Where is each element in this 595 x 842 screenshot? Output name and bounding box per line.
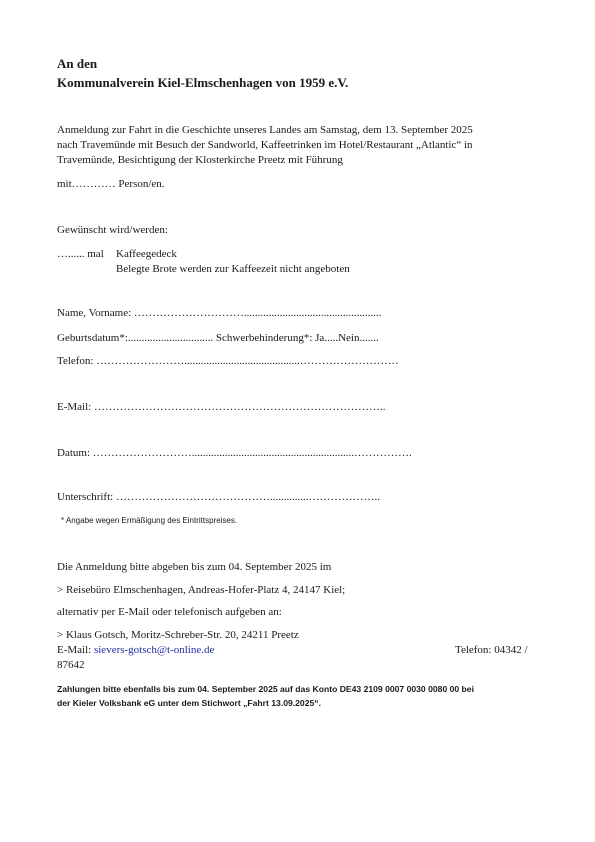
birthdate-disability-field[interactable]: Geburtsdatum*:............................... Schwerbehinderung*: Ja.....Nein.......	[57, 332, 379, 344]
wish-quantity-field[interactable]: …...... mal	[57, 248, 104, 260]
payment-line-2: der Kieler Volksbank eG unter dem Stichwort „Fahrt 13.09.2025“.	[57, 698, 321, 708]
contact-address: > Klaus Gotsch, Moritz-Schreber-Str. 20, 24211 Preetz	[57, 629, 299, 641]
intro-line-3: Travemünde, Besichtigung der Klosterkirche Preetz mit Führung	[57, 154, 343, 166]
intro-line-1: Anmeldung zur Fahrt in die Geschichte unseres Landes am Samstag, dem 13. September 2025	[57, 124, 473, 136]
email-link[interactable]: sievers-gotsch@t-online.de	[93, 644, 215, 656]
email-label: E-Mail:	[57, 644, 94, 656]
footnote: * Angabe wegen Ermäßigung des Eintrittspreises.	[61, 516, 238, 525]
email-field[interactable]: E-Mail: ……………………………………………………………………..	[57, 401, 386, 413]
wish-item-coffee: Kaffeegedeck	[116, 248, 177, 260]
alternative-text: alternativ per E-Mail oder telefonisch aufgeben an:	[57, 606, 282, 618]
contact-email-line	[57, 644, 214, 656]
recipient-line-2: Kommunalverein Kiel-Elmschenhagen von 1959 e.V.	[57, 75, 349, 90]
intro-line-2: nach Travemünde mit Besuch der Sandworld, Kaffeetrinken im Hotel/Restaurant „Atlantic“ in	[57, 139, 473, 151]
contact-phone: Telefon: 04342 /	[455, 644, 528, 656]
wish-item-note: Belegte Brote werden zur Kaffeezeit nicht angeboten	[116, 263, 350, 275]
name-field[interactable]: Name, Vorname: …………………………..................................................	[57, 307, 382, 319]
wish-title: Gewünscht wird/werden:	[57, 224, 168, 236]
payment-line-1: Zahlungen bitte ebenfalls bis zum 04. September 2025 auf das Konto DE43 2109 0007 0030 0080 00 bei	[57, 684, 474, 694]
deadline-text: Die Anmeldung bitte abgeben bis zum 04. September 2025 im	[57, 561, 332, 573]
office-address: > Reisebüro Elmschenhagen, Andreas-Hofer-Platz 4, 24147 Kiel;	[57, 584, 346, 596]
phone-field[interactable]: Telefon: ……………………..........................................………………………	[57, 355, 399, 367]
date-field[interactable]: Datum: ………………………...........................................................…………….	[57, 447, 412, 459]
signature-field[interactable]: Unterschrift: ……………………………………..............………………..	[57, 491, 380, 503]
persons-field[interactable]: mit………… Person/en.	[57, 178, 165, 190]
contact-phone-continued: 87642	[57, 659, 85, 671]
recipient-line-1: An den	[57, 56, 98, 71]
